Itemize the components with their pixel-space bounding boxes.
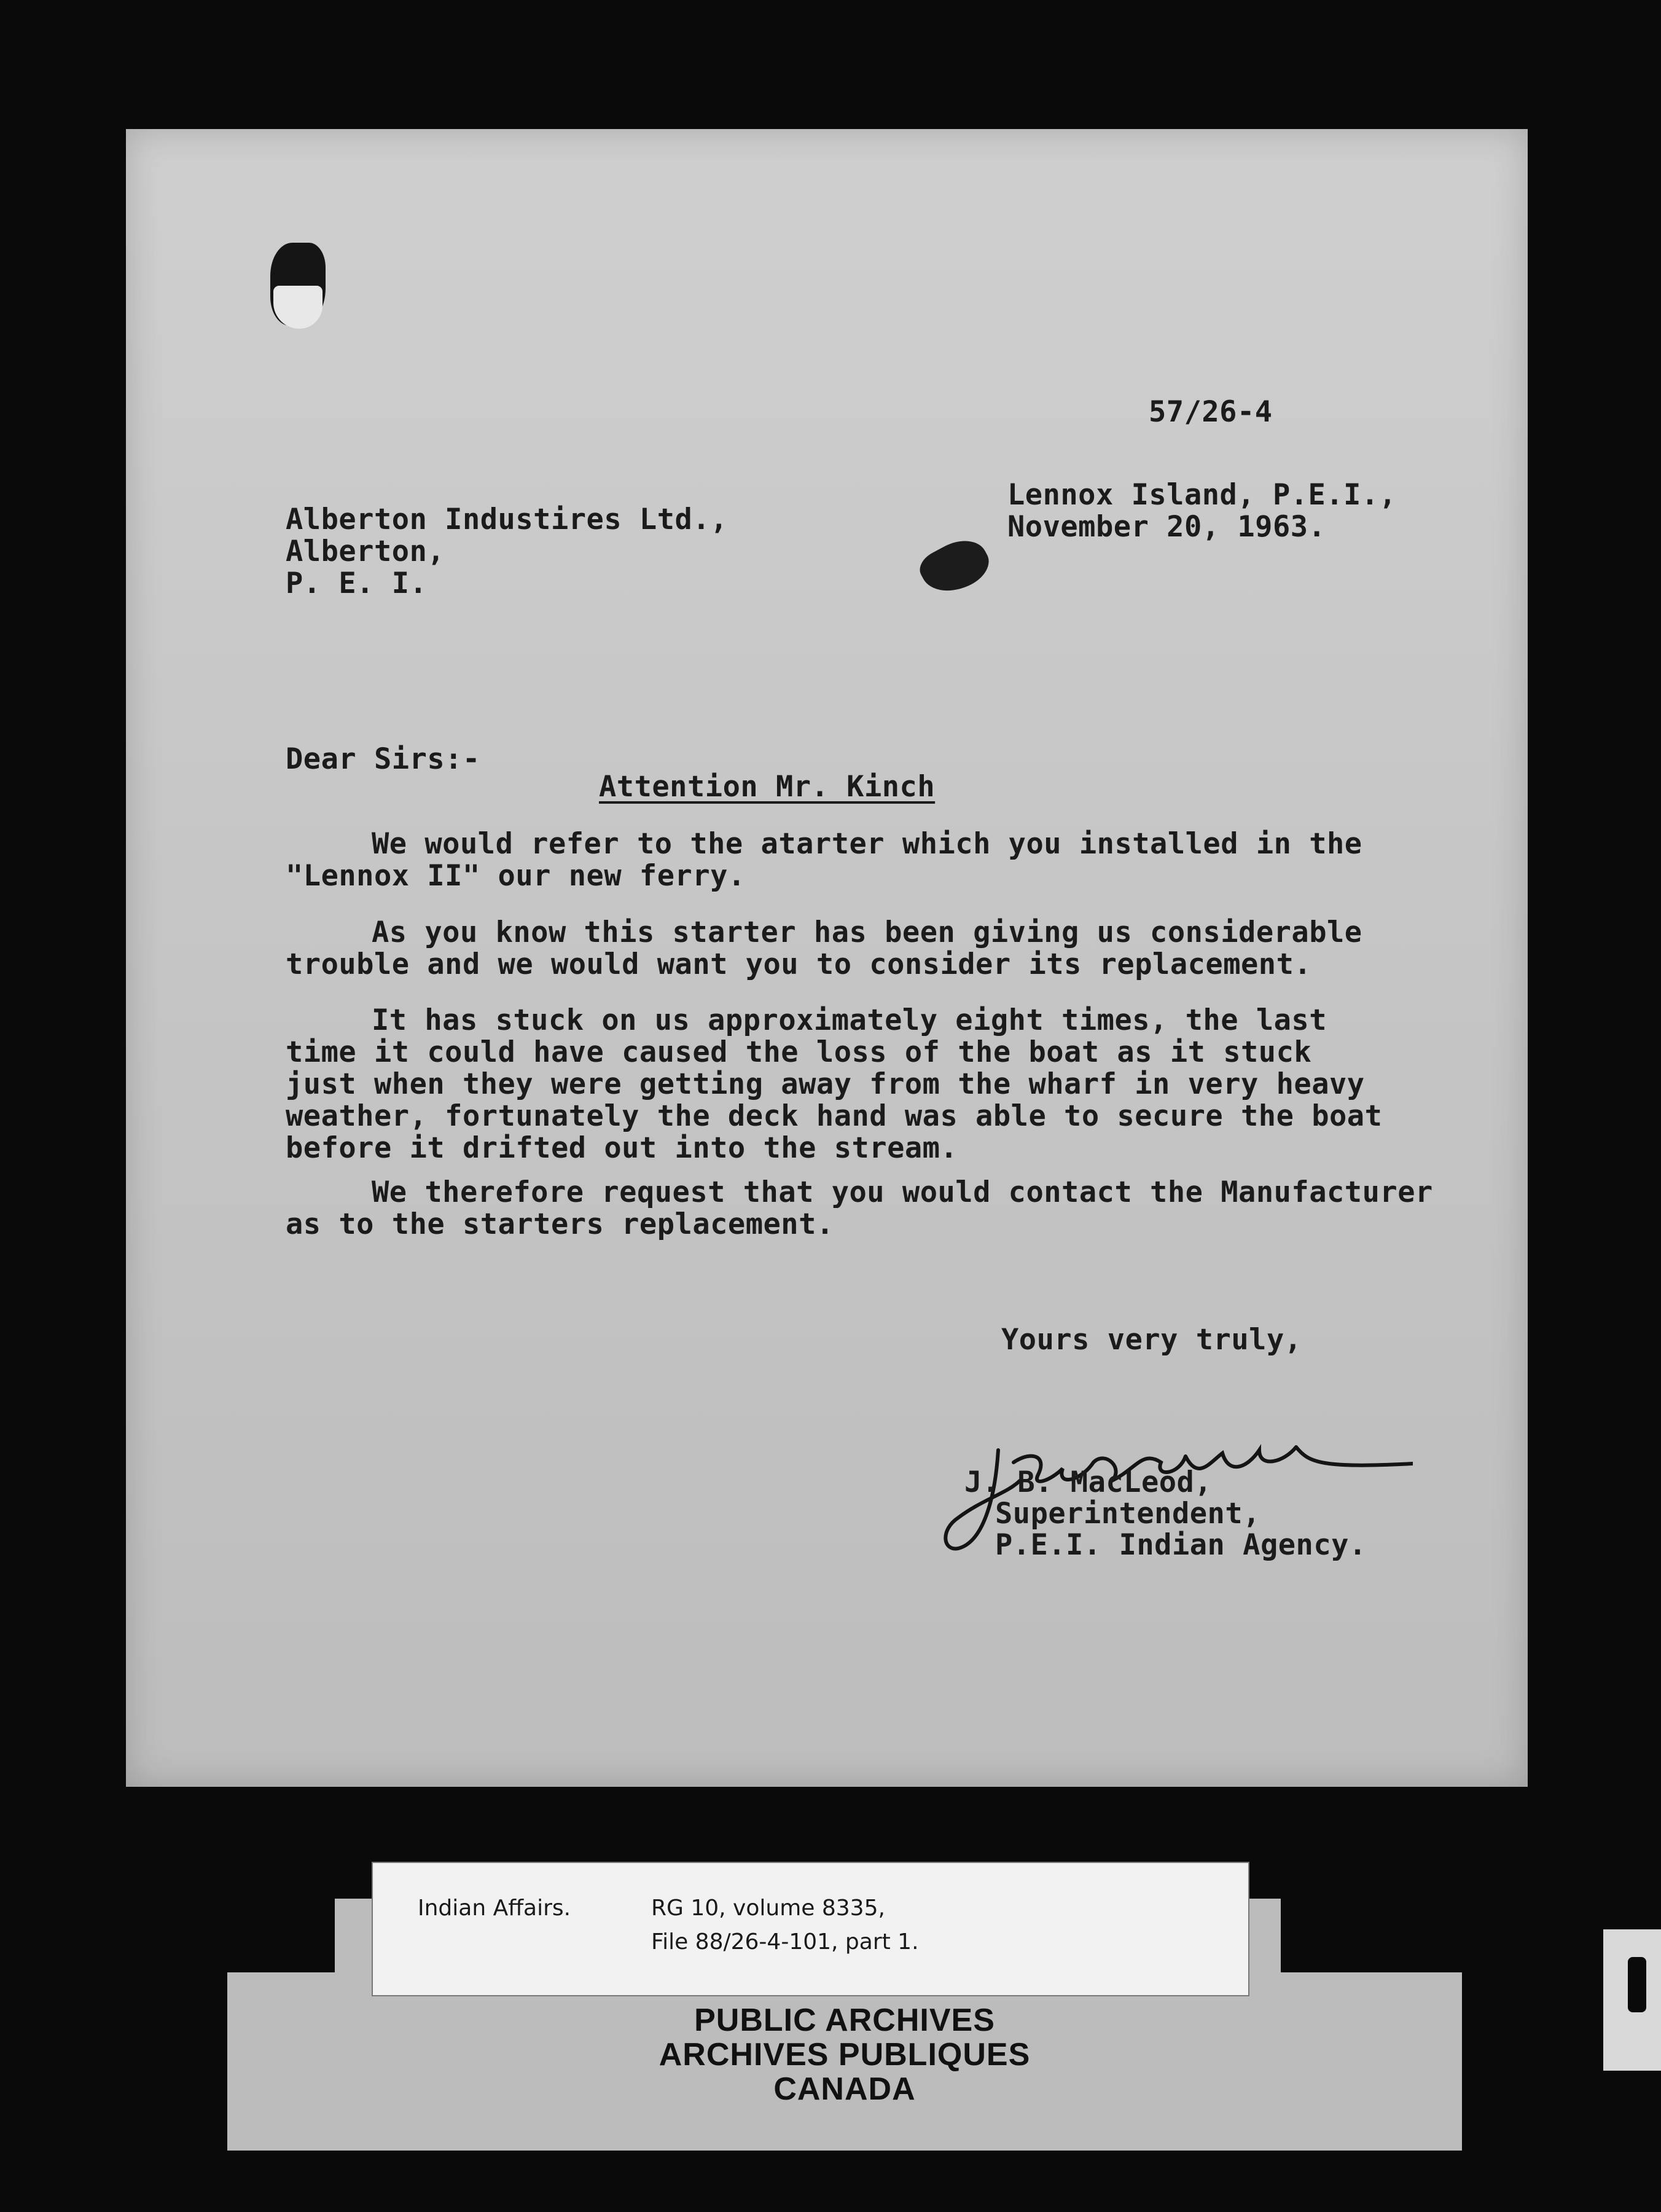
recipient-province: P. E. I. <box>286 567 428 600</box>
recipient-name: Alberton Industires Ltd., <box>286 503 728 536</box>
archive-stamp-line-2: ARCHIVES PUBLIQUES <box>659 2037 1031 2073</box>
film-edge-mark-hole <box>1628 1957 1646 2012</box>
signer-office: P.E.I. Indian Agency. <box>995 1528 1367 1562</box>
letter-date: November 20, 1963. <box>1007 510 1326 544</box>
paragraph-line: weather, fortunately the deck hand was able to secure the boat <box>286 1099 1383 1133</box>
paragraph-line: "Lennox II" our new ferry. <box>286 859 746 893</box>
paragraph-2 <box>286 917 1362 981</box>
paragraph-line: We would refer to the atarter which you installed in the <box>372 827 1362 861</box>
salutation: Dear Sirs:- <box>286 742 480 776</box>
paragraph-4 <box>286 1177 1433 1241</box>
paragraph-line: before it drifted out into the stream. <box>286 1131 958 1165</box>
paragraph-line: We therefore request that you would contact the Manufacturer <box>372 1175 1433 1209</box>
signer-name: J. B. MacLeod, <box>964 1465 1213 1499</box>
attention-line: Attention Mr. Kinch <box>599 770 936 804</box>
file-reference: 57/26-4 <box>1149 395 1273 429</box>
archive-department: Indian Affairs. <box>418 1896 571 1921</box>
archive-stamp-line-1: PUBLIC ARCHIVES <box>694 2002 995 2038</box>
paragraph-3 <box>286 1005 1382 1164</box>
archive-stamp-line-3: CANADA <box>773 2071 916 2107</box>
label-notch-left <box>227 1899 335 1972</box>
paragraph-line: trouble and we would want you to consider its replacement. <box>286 947 1312 981</box>
closing: Yours very truly, <box>1001 1323 1302 1357</box>
archive-reference-line-1: RG 10, volume 8335, <box>651 1896 885 1921</box>
letter-place: Lennox Island, P.E.I., <box>1007 478 1397 512</box>
paragraph-line: just when they were getting away from the wharf in very heavy <box>286 1067 1365 1101</box>
paragraph-line: time it could have caused the loss of the boat as it stuck <box>286 1035 1312 1069</box>
signer-title: Superintendent, <box>995 1497 1260 1531</box>
paragraph-1 <box>286 828 1362 892</box>
paragraph-line: as to the starters replacement. <box>286 1207 834 1241</box>
paragraph-line: As you know this starter has been giving us considerable <box>372 916 1362 949</box>
archive-reference-line-2: File 88/26-4-101, part 1. <box>651 1929 919 1955</box>
recipient-city: Alberton, <box>286 535 445 568</box>
paragraph-line: It has stuck on us approximately eight times, the last <box>372 1003 1327 1037</box>
label-notch-right <box>1281 1899 1462 1972</box>
